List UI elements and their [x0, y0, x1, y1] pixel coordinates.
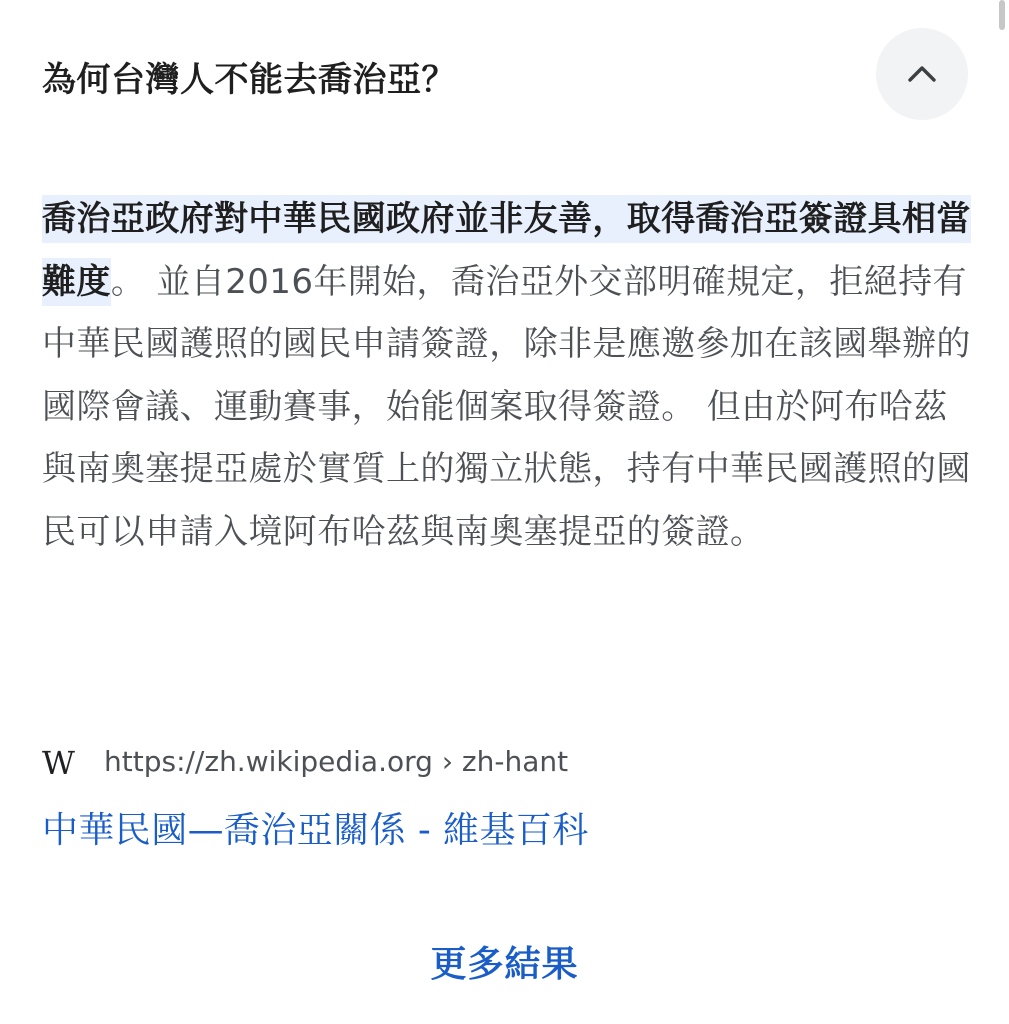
chevron-up-icon — [906, 58, 938, 90]
question-row[interactable] — [42, 28, 972, 120]
more-results-button[interactable]: 更多結果 — [0, 936, 1009, 987]
source-attribution[interactable] — [42, 740, 942, 784]
question-title[interactable]: 為何台灣人不能去喬治亞？ — [42, 60, 456, 100]
scrollbar[interactable] — [999, 0, 1005, 30]
wikipedia-logo-icon: W — [42, 744, 73, 782]
answer-snippet — [42, 188, 972, 563]
answer-body: 。 並自2016年開始，喬治亞外交部明確規定，拒絕持有中華民國護照的國民申請簽證，除非是應邀參加在該國舉辦的國際會議、運動賽事，始能個案取得簽證。 但由於阿布哈茲與南奧塞提亞處於實質上的獨立狀態，持有中華民國護照的國民可以申請入境阿布哈茲與南奧塞提亞的簽證。 — [42, 261, 971, 552]
source-url[interactable]: https://zh.wikipedia.org › zh-hant — [104, 745, 569, 778]
result-link-title: 中華民國—喬治亞關係 - 維基百科 — [42, 810, 589, 851]
answer-highlight: 喬治亞政府對中華民國政府並非友善，取得喬治亞簽證具相當難度 — [42, 195, 971, 306]
result-link[interactable] — [42, 802, 589, 853]
collapse-button[interactable] — [876, 28, 968, 120]
